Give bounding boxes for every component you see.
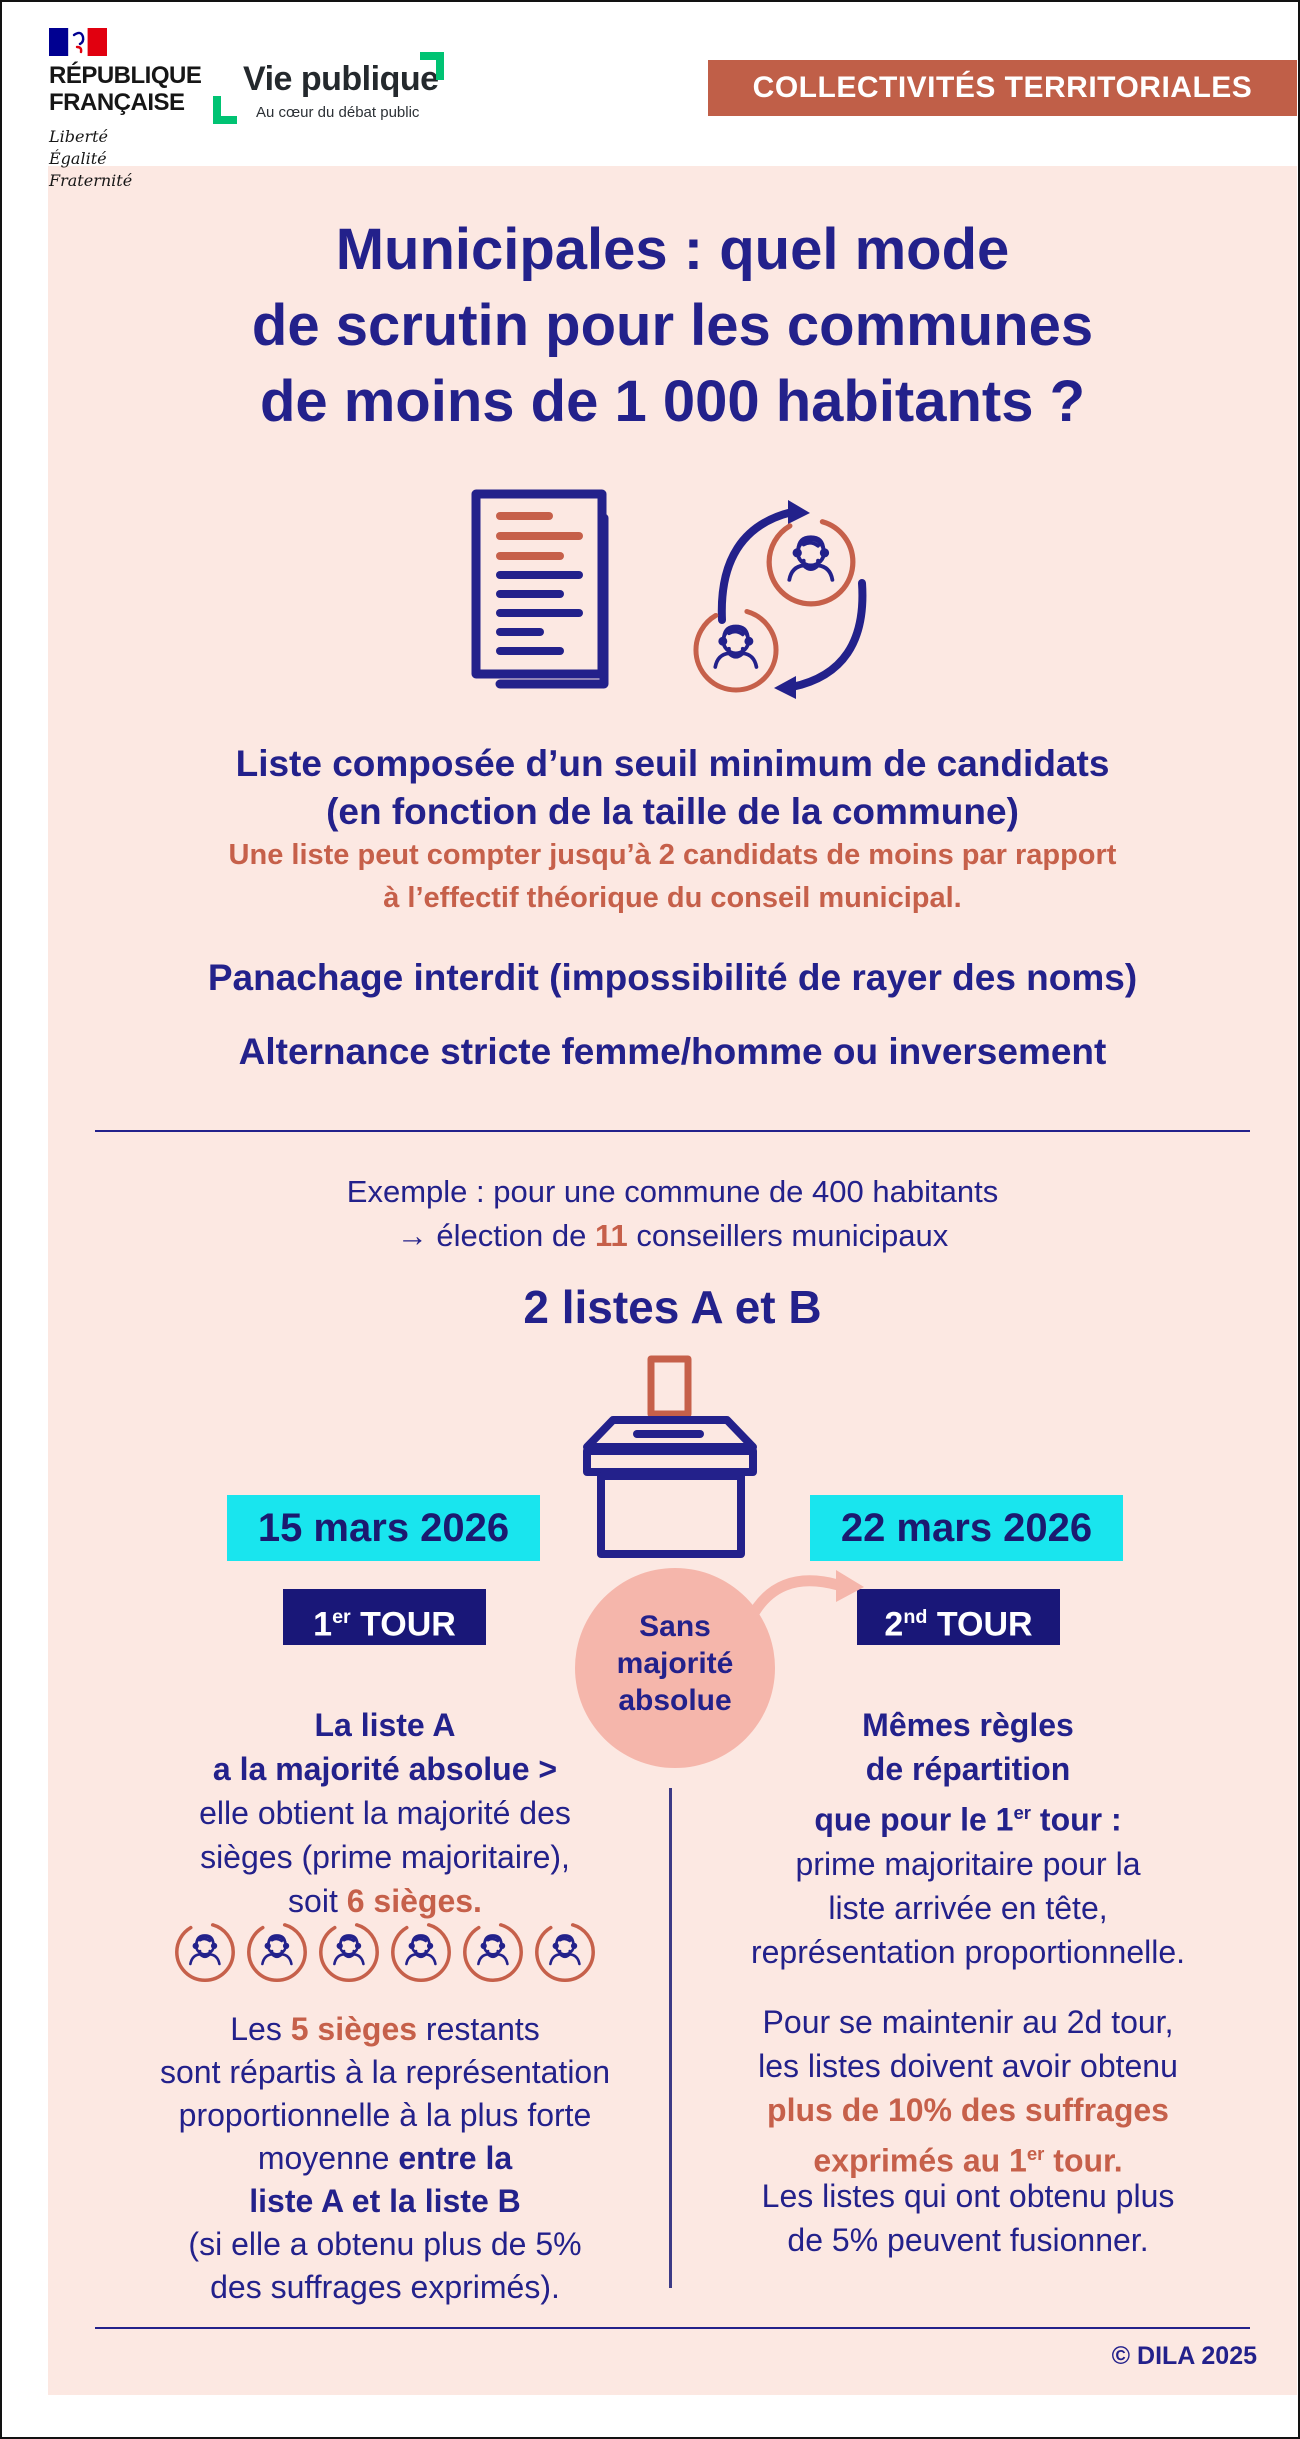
text-line: les listes doivent avoir obtenu <box>758 2048 1178 2084</box>
text-line <box>85 1879 685 1923</box>
page-title <box>48 212 1297 440</box>
text-segment: que pour le 1 <box>814 1801 1014 1838</box>
text-segment: exprimés au 1 <box>813 2142 1027 2179</box>
example-arrow-text: → élection de <box>396 1218 595 1253</box>
text-segment: tour : <box>1031 1801 1122 1838</box>
lists-title: 2 listes A et B <box>523 1281 822 1333</box>
text-segment: moyenne <box>257 2140 399 2176</box>
remaining-seats-explanation <box>85 2008 685 2309</box>
example-text: conseillers municipaux <box>627 1218 949 1253</box>
rule-line: Liste composée d’un seuil minimum de candidats <box>235 743 1110 784</box>
text-bold-segment: entre la <box>398 2140 513 2176</box>
text-line: proportionnelle à la plus forte <box>178 2097 592 2133</box>
republique-line: RÉPUBLIQUE <box>49 62 202 89</box>
text-line <box>663 1791 1273 1842</box>
text-line: sont répartis à la représentation <box>159 2054 611 2090</box>
alternation-rotation-icon <box>696 500 862 699</box>
bubble-line: absolue <box>618 1684 732 1717</box>
text-line: Pour se maintenir au 2d tour, <box>762 2004 1174 2040</box>
candidate-list-icon <box>470 488 870 703</box>
francaise-line: FRANÇAISE <box>49 89 185 116</box>
title-line: de scrutin pour les communes <box>251 293 1094 358</box>
green-bracket-icon <box>213 96 237 124</box>
text-line: Les listes qui ont obtenu plus <box>761 2178 1175 2214</box>
rule-panachage: Panachage interdit (impossibilité de rayer des noms) <box>207 957 1138 998</box>
section-divider <box>95 1130 1250 1132</box>
text-line: a la majorité absolue > <box>212 1751 558 1787</box>
topic-badge: COLLECTIVITÉS TERRITORIALES <box>708 60 1297 116</box>
round-word: TOUR <box>350 1605 456 1644</box>
elected-councillor-icon <box>174 1921 236 1983</box>
second-round-rules <box>663 1703 1273 1974</box>
republique-francaise-logo <box>49 62 201 116</box>
text-line: elle obtient la majorité des <box>199 1795 571 1831</box>
motto-fraternite: Fraternité <box>49 171 133 190</box>
second-round-badge <box>857 1589 1060 1645</box>
bubble-line: majorité <box>616 1647 734 1680</box>
elected-councillor-icon <box>318 1921 380 1983</box>
motto-liberte: Liberté <box>49 127 108 146</box>
first-round-date: 15 mars 2026 <box>227 1495 540 1561</box>
elected-councillor-icon <box>534 1921 596 1983</box>
motto-egalite: Égalité <box>49 149 107 168</box>
text-line: liste arrivée en tête, <box>828 1889 1108 1926</box>
ordinal-sup: er <box>1026 2143 1045 2164</box>
councillors-count: 11 <box>594 1218 628 1253</box>
text-segment: Les <box>230 2011 291 2047</box>
curved-arrow-icon <box>738 1560 872 1630</box>
copyright: © DILA 2025 <box>1111 2342 1257 2370</box>
vie-publique-tagline: Au cœur du débat public <box>256 104 420 121</box>
text-line: Mêmes règles <box>862 1707 1074 1743</box>
rule-alternance: Alternance stricte femme/homme ou inversement <box>238 1031 1107 1072</box>
example-intro <box>48 1170 1297 1258</box>
green-bracket-icon <box>420 52 444 80</box>
round-ordinal: er <box>332 1606 351 1628</box>
elected-councillor-icon <box>390 1921 452 1983</box>
text-line: La liste A <box>314 1707 456 1743</box>
text-segment: tour. <box>1044 2142 1123 2179</box>
text-segment: soit <box>288 1883 347 1919</box>
threshold-accent-line: plus de 10% des suffrages <box>767 2092 1169 2128</box>
footer-divider <box>95 2327 1250 2329</box>
text-line: des suffrages exprimés). <box>210 2269 560 2305</box>
rule-line: (en fonction de la taille de la commune) <box>326 791 1019 832</box>
text-line: de 5% peuvent fusionner. <box>787 2222 1149 2258</box>
rule-minimum-candidates <box>48 740 1297 836</box>
round-number: 2 <box>884 1605 904 1644</box>
fusion-rule <box>663 2174 1273 2262</box>
text-line: prime majoritaire pour la <box>795 1845 1141 1882</box>
note-line: à l’effectif théorique du conseil municipal. <box>383 882 962 914</box>
text-line: sièges (prime majoritaire), <box>200 1839 570 1875</box>
note-line: Une liste peut compter jusqu’à 2 candidats de moins par rapport <box>228 839 1117 871</box>
first-round-badge <box>283 1589 486 1645</box>
text-line: représentation proportionnelle. <box>750 1933 1186 1970</box>
example-line: Exemple : pour une commune de 400 habitants <box>346 1174 999 1209</box>
elected-councillor-icon <box>246 1921 308 1983</box>
five-seats-accent: 5 sièges <box>290 2011 418 2047</box>
rule-minimum-note <box>48 834 1297 920</box>
ballot-box-icon <box>575 1340 765 1565</box>
example-line <box>48 1214 1297 1258</box>
text-line <box>85 2008 685 2051</box>
state-motto <box>49 126 132 192</box>
title-line: de moins de 1 000 habitants ? <box>259 369 1086 434</box>
six-seats-accent: 6 sièges. <box>346 1883 482 1919</box>
text-line: (si elle a obtenu plus de 5% <box>188 2226 582 2262</box>
vie-publique-logo: Vie publique <box>243 60 439 98</box>
second-round-date: 22 mars 2026 <box>810 1495 1123 1561</box>
first-round-explanation <box>85 1703 685 1923</box>
french-flag-logo <box>49 28 107 56</box>
round-ordinal: nd <box>903 1606 928 1628</box>
text-line <box>85 2137 685 2180</box>
elected-councillor-icon <box>462 1921 524 1983</box>
ordinal-sup: er <box>1013 1802 1032 1823</box>
seats-icons-row <box>85 1921 685 1983</box>
text-line: liste A et la liste B <box>249 2183 521 2219</box>
second-round-threshold <box>663 2000 1273 2183</box>
round-word: TOUR <box>927 1605 1033 1644</box>
text-segment: restants <box>417 2011 540 2047</box>
bubble-line: Sans <box>639 1610 711 1643</box>
text-line: de répartition <box>865 1751 1071 1787</box>
title-line: Municipales : quel mode <box>335 217 1010 282</box>
round-number: 1 <box>313 1605 333 1644</box>
